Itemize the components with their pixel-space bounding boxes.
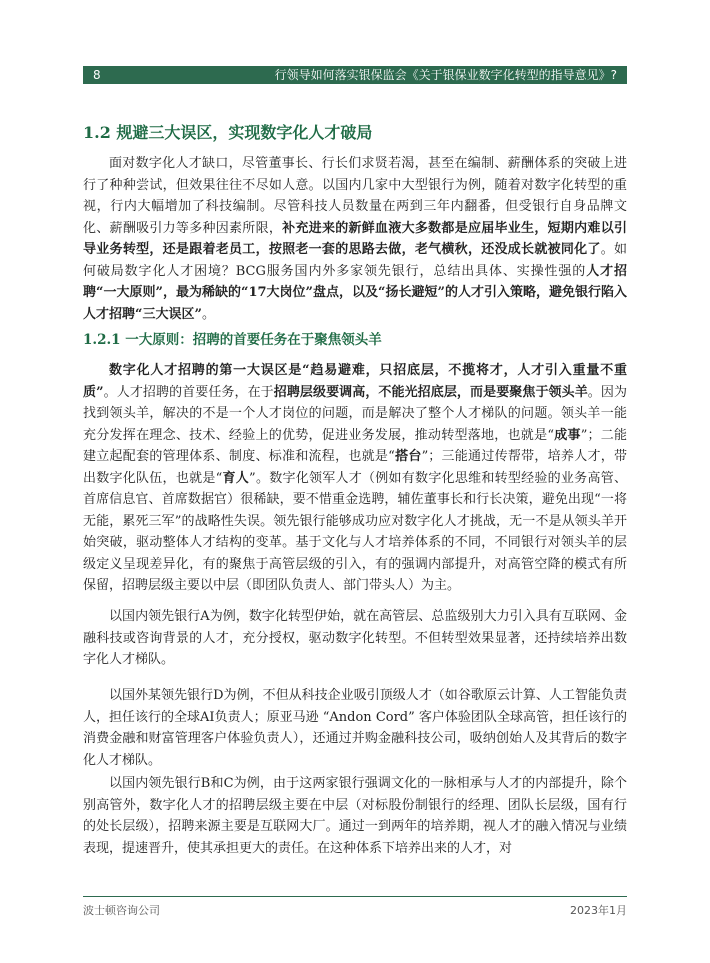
bold-run: 搭台 — [394, 449, 422, 464]
bold-run: 育人 — [222, 470, 250, 486]
bold-run: 数字化人才招聘的第一大误区是“趋易避难，只招底层，不揽将才，人才引入重量不重质” — [83, 363, 627, 400]
text-run: ”；三能通过传帮带，培养人才，带出数字化队伍，也就是“ — [83, 449, 627, 486]
page-number: 8 — [93, 68, 101, 82]
bold-run: 招聘层级要调高，不能光招底层，而是要聚焦于领头羊 — [273, 384, 588, 400]
paragraph-principle — [83, 360, 627, 597]
text-run: ”。数字化领军人才（例如有数字化思维和转型经验的业务高管、首席信息官、首席数据官）很稀缺，要不惜重金选聘，辅佐董事长和行长决策，避免出现“一将无能，累死三军”的战略性失误。领先银行能够成功应对数字化人才挑战，无一不是从领头羊开始突破，驱动整体人才结构的变革。基于文化与人才培养体系的不同，不同银行对领头羊的层级定义呈现差异化，有的聚焦于高管层级的引入，有的强调内部提升，对高管空降的模式有所保留，招聘层级主要以中层（即团队负责人、部门带头人）为主。 — [83, 470, 627, 593]
paragraph-intro — [83, 153, 627, 325]
paragraph-bank-bc: 以国内领先银行B和C为例，由于这两家银行强调文化的一脉相承与人才的内部提升，除个别高管外，数字化人才的招聘层级主要在中层（对标股份制银行的经理、团队长层级，国有行的处长层级），招聘来源主要是互联网大厂。通过一到两年的培养期，视人才的融入情况与业绩表现，提速晋升，使其承担更大的责任。在这种体系下培养出来的人才，对 — [83, 776, 627, 856]
text-run: 。因为找到领头羊，解决的不是一个人才岗位的问题，而是解决了整个人才梯队的问题。领头羊一能充分发挥在理念、技术、经验上的优势，促进业务发展，推动转型落地，也就是“ — [83, 384, 627, 443]
bold-run: 补充进来的新鲜血液大多数都是应届毕业生，短期内难以引导业务转型，还是跟着老员工，按照老一套的思路去做，老气横秋，还没成长就被同化了 — [83, 220, 627, 257]
text-run: 。 — [201, 306, 215, 322]
paragraph-bank-a: 以国内领先银行A为例，数字化转型伊始，就在高管层、总监级别大力引入具有互联网、金融科技或咨询背景的人才，充分授权，驱动数字化转型。不但转型效果显著，还持续培养出数字化人才梯队。 — [83, 609, 627, 667]
paragraph-bank-d: 以国外某领先银行D为例，不但从科技企业吸引顶级人才（如谷歌原云计算、人工智能负责人，担任该行的全球AI负责人；原亚马逊 “Andon Cord” 客户体验团队全球高管，担任该行的消费金融和财富管理客户体验负责人），还通过并购金融科技公司，吸纳创始人及其背后的数字化人才梯队。 — [83, 688, 627, 768]
running-header-title: 行领导如何落实银保监会《关于银保业数字化转型的指导意见》? — [274, 68, 617, 82]
text-run: ”；二能建立起配套的管理体系、制度、标准和流程，也就是“ — [83, 427, 627, 464]
text-run: 。如何破局数字化人才困境？BCG服务国内外多家领先银行，总结出具体、实操性强的 — [83, 242, 627, 279]
bold-run: 人才招聘“一大原则”，最为稀缺的“17大岗位”盘点，以及“扬长避短”的人才引入策略，避免银行陷入人才招聘“三大误区” — [83, 263, 627, 322]
text-run: 。人才招聘的首要任务，在于 — [103, 384, 274, 400]
text-run: 面对数字化人才缺口，尽管董事长、行长们求贤若渴，甚至在编制、薪酬体系的突破上进行了种种尝试，但效果往往不尽如人意。以国内几家中大型银行为例，随着对数字化转型的重视，行内大幅增加了科技编制。尽管科技人员数量在两到三年内翻番，但受银行自身品牌文化、薪酬吸引力等多种因素所限， — [83, 156, 627, 236]
subsection-heading: 1.2.1 一大原则：招聘的首要任务在于聚焦领头羊 — [83, 332, 382, 348]
bold-run: 成事 — [553, 427, 581, 443]
page-header-bar — [83, 66, 627, 84]
footer-date: 2023年1月 — [570, 904, 627, 917]
footer-divider — [83, 896, 627, 897]
section-heading: 1.2 规避三大误区，实现数字化人才破局 — [83, 123, 373, 142]
footer-company: 波士顿咨询公司 — [83, 904, 160, 917]
